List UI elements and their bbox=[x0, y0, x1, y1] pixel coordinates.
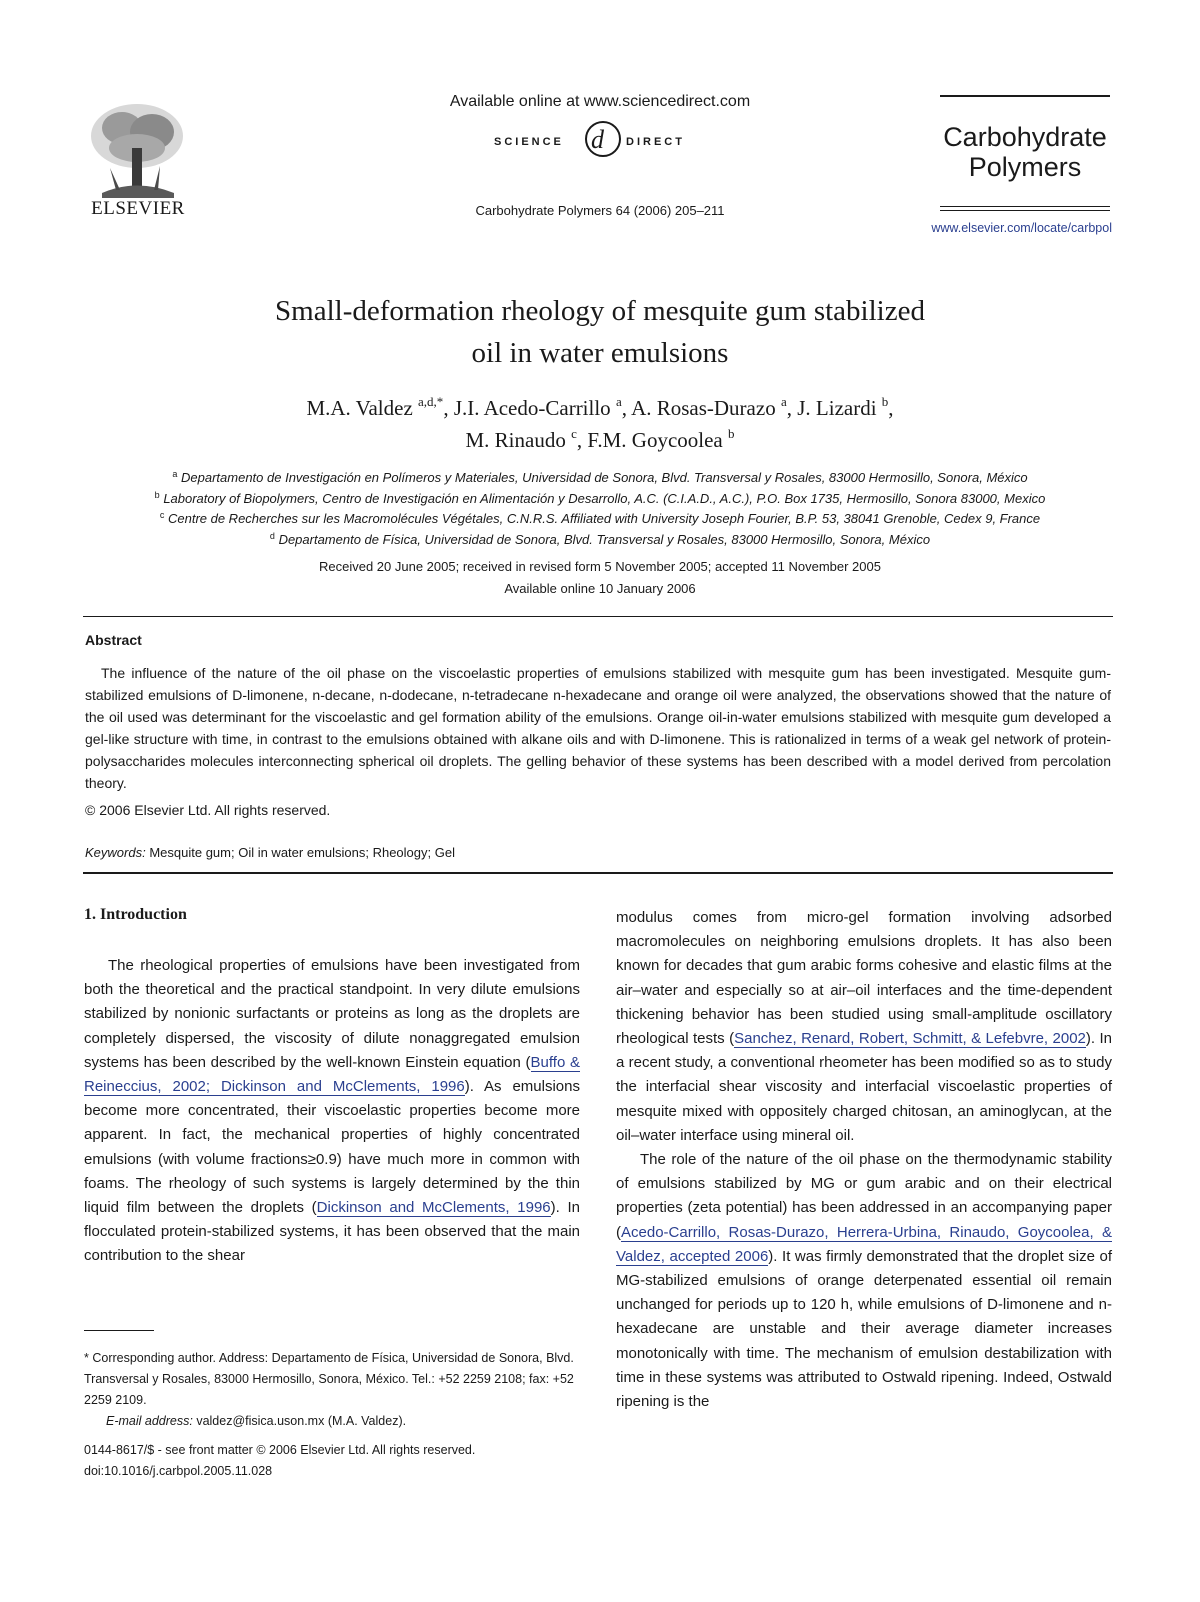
copyright-notice: © 2006 Elsevier Ltd. All rights reserved. bbox=[85, 802, 331, 818]
section-heading: 1. Introduction bbox=[84, 906, 187, 923]
article-title bbox=[120, 290, 1080, 374]
author-name: M. Rinaudo bbox=[465, 428, 566, 452]
available-online-text: Available online at www.sciencedirect.com bbox=[449, 93, 751, 110]
sciencedirect-logo bbox=[490, 116, 720, 162]
journal-name-line1: Carbohydrate bbox=[943, 122, 1107, 152]
author-affiliation-mark: b bbox=[881, 394, 889, 409]
corresponding-author-note: * Corresponding author. Address: Departamento de Física, Universidad de Sonora, Blvd. Transversal y Rosales, 83000 Hermosillo, Sonora, México. Tel.: +52 2259 2108; fax: +52 2259 2109. bbox=[84, 1351, 574, 1407]
author-affiliation-mark: a,d,* bbox=[418, 394, 444, 409]
journal-name bbox=[930, 122, 1120, 182]
keywords-list: Mesquite gum; Oil in water emulsions; Rheology; Gel bbox=[149, 845, 455, 860]
journal-top-rule bbox=[940, 95, 1110, 97]
email-note: E-mail address: valdez@fisica.uson.mx (M.A. Valdez). bbox=[106, 1414, 407, 1428]
author-affiliation-mark: a bbox=[780, 394, 787, 409]
abstract-body: The influence of the nature of the oil phase on the viscoelastic properties of emulsions stabilized with mesquite gum has been investigated. Mesquite gum-stabilized emulsions of D-limonene, n-decane, n-dodecane, n-tetradecane n-hexadecane and orange oil were analyzed, the observations showed that the nature of the oil used was determinant for the viscoelastic and gel formation ability of the emulsions. Orange oil-in-water emulsions stabilized with mesquite gum developed a gel-like structure with time, in contrast to the emulsions obtained with alkane oils and with D-limonene. This is rationalized in terms of a weak gel network of protein-polysaccharides molecules interconnecting spherical oil droplets. The gelling behavior of these systems has been described with a model derived from percolation theory. bbox=[85, 665, 1111, 791]
footnote-rule bbox=[84, 1330, 154, 1331]
issn-line: 0144-8617/$ - see front matter © 2006 Elsevier Ltd. All rights reserved. bbox=[84, 1443, 476, 1457]
abstract-top-rule bbox=[83, 616, 1113, 617]
author-list: M.A. Valdez $^{a,d,*}$, J.I. Acedo-Carrillo $^a$, A. Rosas-Durazo $^a$, J. Lizardi $^b$, M. Rinaudo $^c$, F.M. Goycoolea $^b$ bbox=[306, 394, 894, 452]
author-name: M.A. Valdez bbox=[306, 396, 413, 420]
available-date: Available online 10 January 2006 bbox=[504, 581, 696, 596]
journal-bottom-rule-2 bbox=[940, 210, 1110, 211]
keywords-label: Keywords: bbox=[85, 845, 146, 860]
abstract-heading: Abstract bbox=[85, 632, 142, 648]
author-name: J. Lizardi bbox=[797, 396, 877, 420]
affiliation-line: $^a$ Departamento de Investigación en Polímeros y Materiales, Universidad de Sonora, Blvd. Transversal y Rosales, 83000 Hermosillo, Sonora, México bbox=[172, 469, 1028, 485]
svg-text:d: d bbox=[591, 125, 604, 154]
journal-name-line2: Polymers bbox=[968, 152, 1082, 182]
journal-bottom-rule bbox=[940, 206, 1110, 207]
keywords bbox=[85, 845, 1111, 860]
received-dates: Received 20 June 2005; received in revised form 5 November 2005; accepted 11 November 2005 bbox=[319, 559, 881, 574]
sciencedirect-left-word: SCIENCE bbox=[494, 136, 564, 148]
affiliation-line: $^b$ Laboratory of Biopolymers, Centro de Investigación en Alimentación y Desarrollo, A.C. (C.I.A.D., A.C.), P.O. Box 1735, Hermosillo, Sonora 83000, Mexico bbox=[154, 489, 1046, 506]
elsevier-wordmark: ELSEVIER bbox=[91, 198, 185, 219]
author-affiliation-mark: b bbox=[728, 426, 735, 441]
journal-url-link[interactable]: www.elsevier.com/locate/carbpol bbox=[931, 221, 1112, 235]
affiliation-line: $^c$ Centre de Recherches sur les Macromolécules Végétales, C.N.R.S. Affiliated with University Joseph Fourier, B.P. 53, 38041 Grenoble, Cedex 9, France bbox=[159, 510, 1041, 526]
citation-link[interactable]: Acedo-Carrillo, Rosas-Durazo, Herrera-Urbina, Rinaudo, Goycoolea, & Valdez, accepted 2006 bbox=[616, 1223, 1112, 1265]
abstract-bottom-rule bbox=[83, 872, 1113, 874]
right-column bbox=[616, 906, 1112, 1414]
article-history bbox=[120, 556, 1080, 600]
citation-link[interactable]: Sanchez, Renard, Robert, Schmitt, & Lefebvre, 2002 bbox=[734, 1030, 1086, 1048]
author-affiliation-mark: a bbox=[615, 394, 622, 409]
citation-link[interactable]: Dickinson and McClements, 1996 bbox=[316, 1199, 551, 1217]
author-name: F.M. Goycoolea bbox=[587, 428, 723, 452]
paragraph: modulus comes from micro-gel formation involving adsorbed macromolecules on neighboring emulsions droplets. It has also been known for decades that gum arabic forms cohesive and elastic films at the air–water and especially so at air–oil interfaces and the time-dependent thickening behavior has been studied using small-amplitude oscillatory rheological tests (Sanchez, Renard, Robert, Schmitt, & Lefebvre, 2002). In a recent study, a conventional rheometer has been modified so as to study the interfacial shear viscosity and interfacial viscoelastic properties of mesquite mixed with oppositely charged chitosan, an aminoglycan, at the oil–water interface using mineral oil. bbox=[616, 909, 1112, 1144]
affiliation-line: $^d$ Departamento de Física, Universidad de Sonora, Blvd. Transversal y Rosales, 83000 Hermosillo, Sonora, México bbox=[269, 530, 931, 547]
sciencedirect-right-word: DIRECT bbox=[626, 136, 685, 148]
doi-line: doi:10.1016/j.carbpol.2005.11.028 bbox=[84, 1464, 273, 1478]
title-line-2: oil in water emulsions bbox=[471, 337, 729, 369]
footnotes bbox=[84, 1348, 582, 1432]
affiliations bbox=[60, 468, 1140, 550]
paragraph: The role of the nature of the oil phase on the thermodynamic stability of emulsions stabilized by MG or gum arabic and on their electrical properties (zeta potential) has been addressed in an accompanying paper (Acedo-Carrillo, Rosas-Durazo, Herrera-Urbina, Rinaudo, Goycoolea, & Valdez, accepted 2006). It was firmly demonstrated that the droplet size of MG-stabilized emulsions of orange deterpenated essential oil remain unchanged for periods up to 120 h, while emulsions of D-limonene and n-hexadecane are unstable and their average diameter increases monotonically with time. The mechanism of emulsion destabilization with time in these systems was attributed to Ostwald ripening. Indeed, Ostwald ripening is the bbox=[616, 1151, 1112, 1411]
citation-link[interactable]: Buffo & Reineccius, 2002; Dickinson and McClements, 1996 bbox=[84, 1053, 580, 1096]
author-name: A. Rosas-Durazo bbox=[631, 396, 776, 420]
left-column bbox=[84, 954, 580, 1269]
paragraph: The rheological properties of emulsions have been investigated from both the theoretical and the practical standpoint. In very dilute emulsions stabilized by nonionic surfactants or proteins as long as the droplets are completely dispersed, the viscosity of dilute nonaggregated emulsion systems has been described by the well-known Einstein equation (Buffo & Reineccius, 2002; Dickinson and McClements, 1996). As emulsions become more concentrated, their viscoelastic properties become more apparent. In fact, the mechanical properties of highly concentrated emulsions (with volume fractions≥0.9) have much more in common with foams. The rheology of such systems is largely determined by the thin liquid film between the droplets (Dickinson and McClements, 1996). In flocculated protein-stabilized systems, it has been observed that the main contribution to the shear bbox=[84, 957, 580, 1265]
title-line-1: Small-deformation rheology of mesquite gum stabilized bbox=[275, 295, 925, 327]
author-name: J.I. Acedo-Carrillo bbox=[453, 396, 611, 420]
front-matter bbox=[84, 1440, 582, 1482]
journal-reference: Carbohydrate Polymers 64 (2006) 205–211 bbox=[475, 203, 725, 218]
author-affiliation-mark: c bbox=[571, 426, 577, 441]
